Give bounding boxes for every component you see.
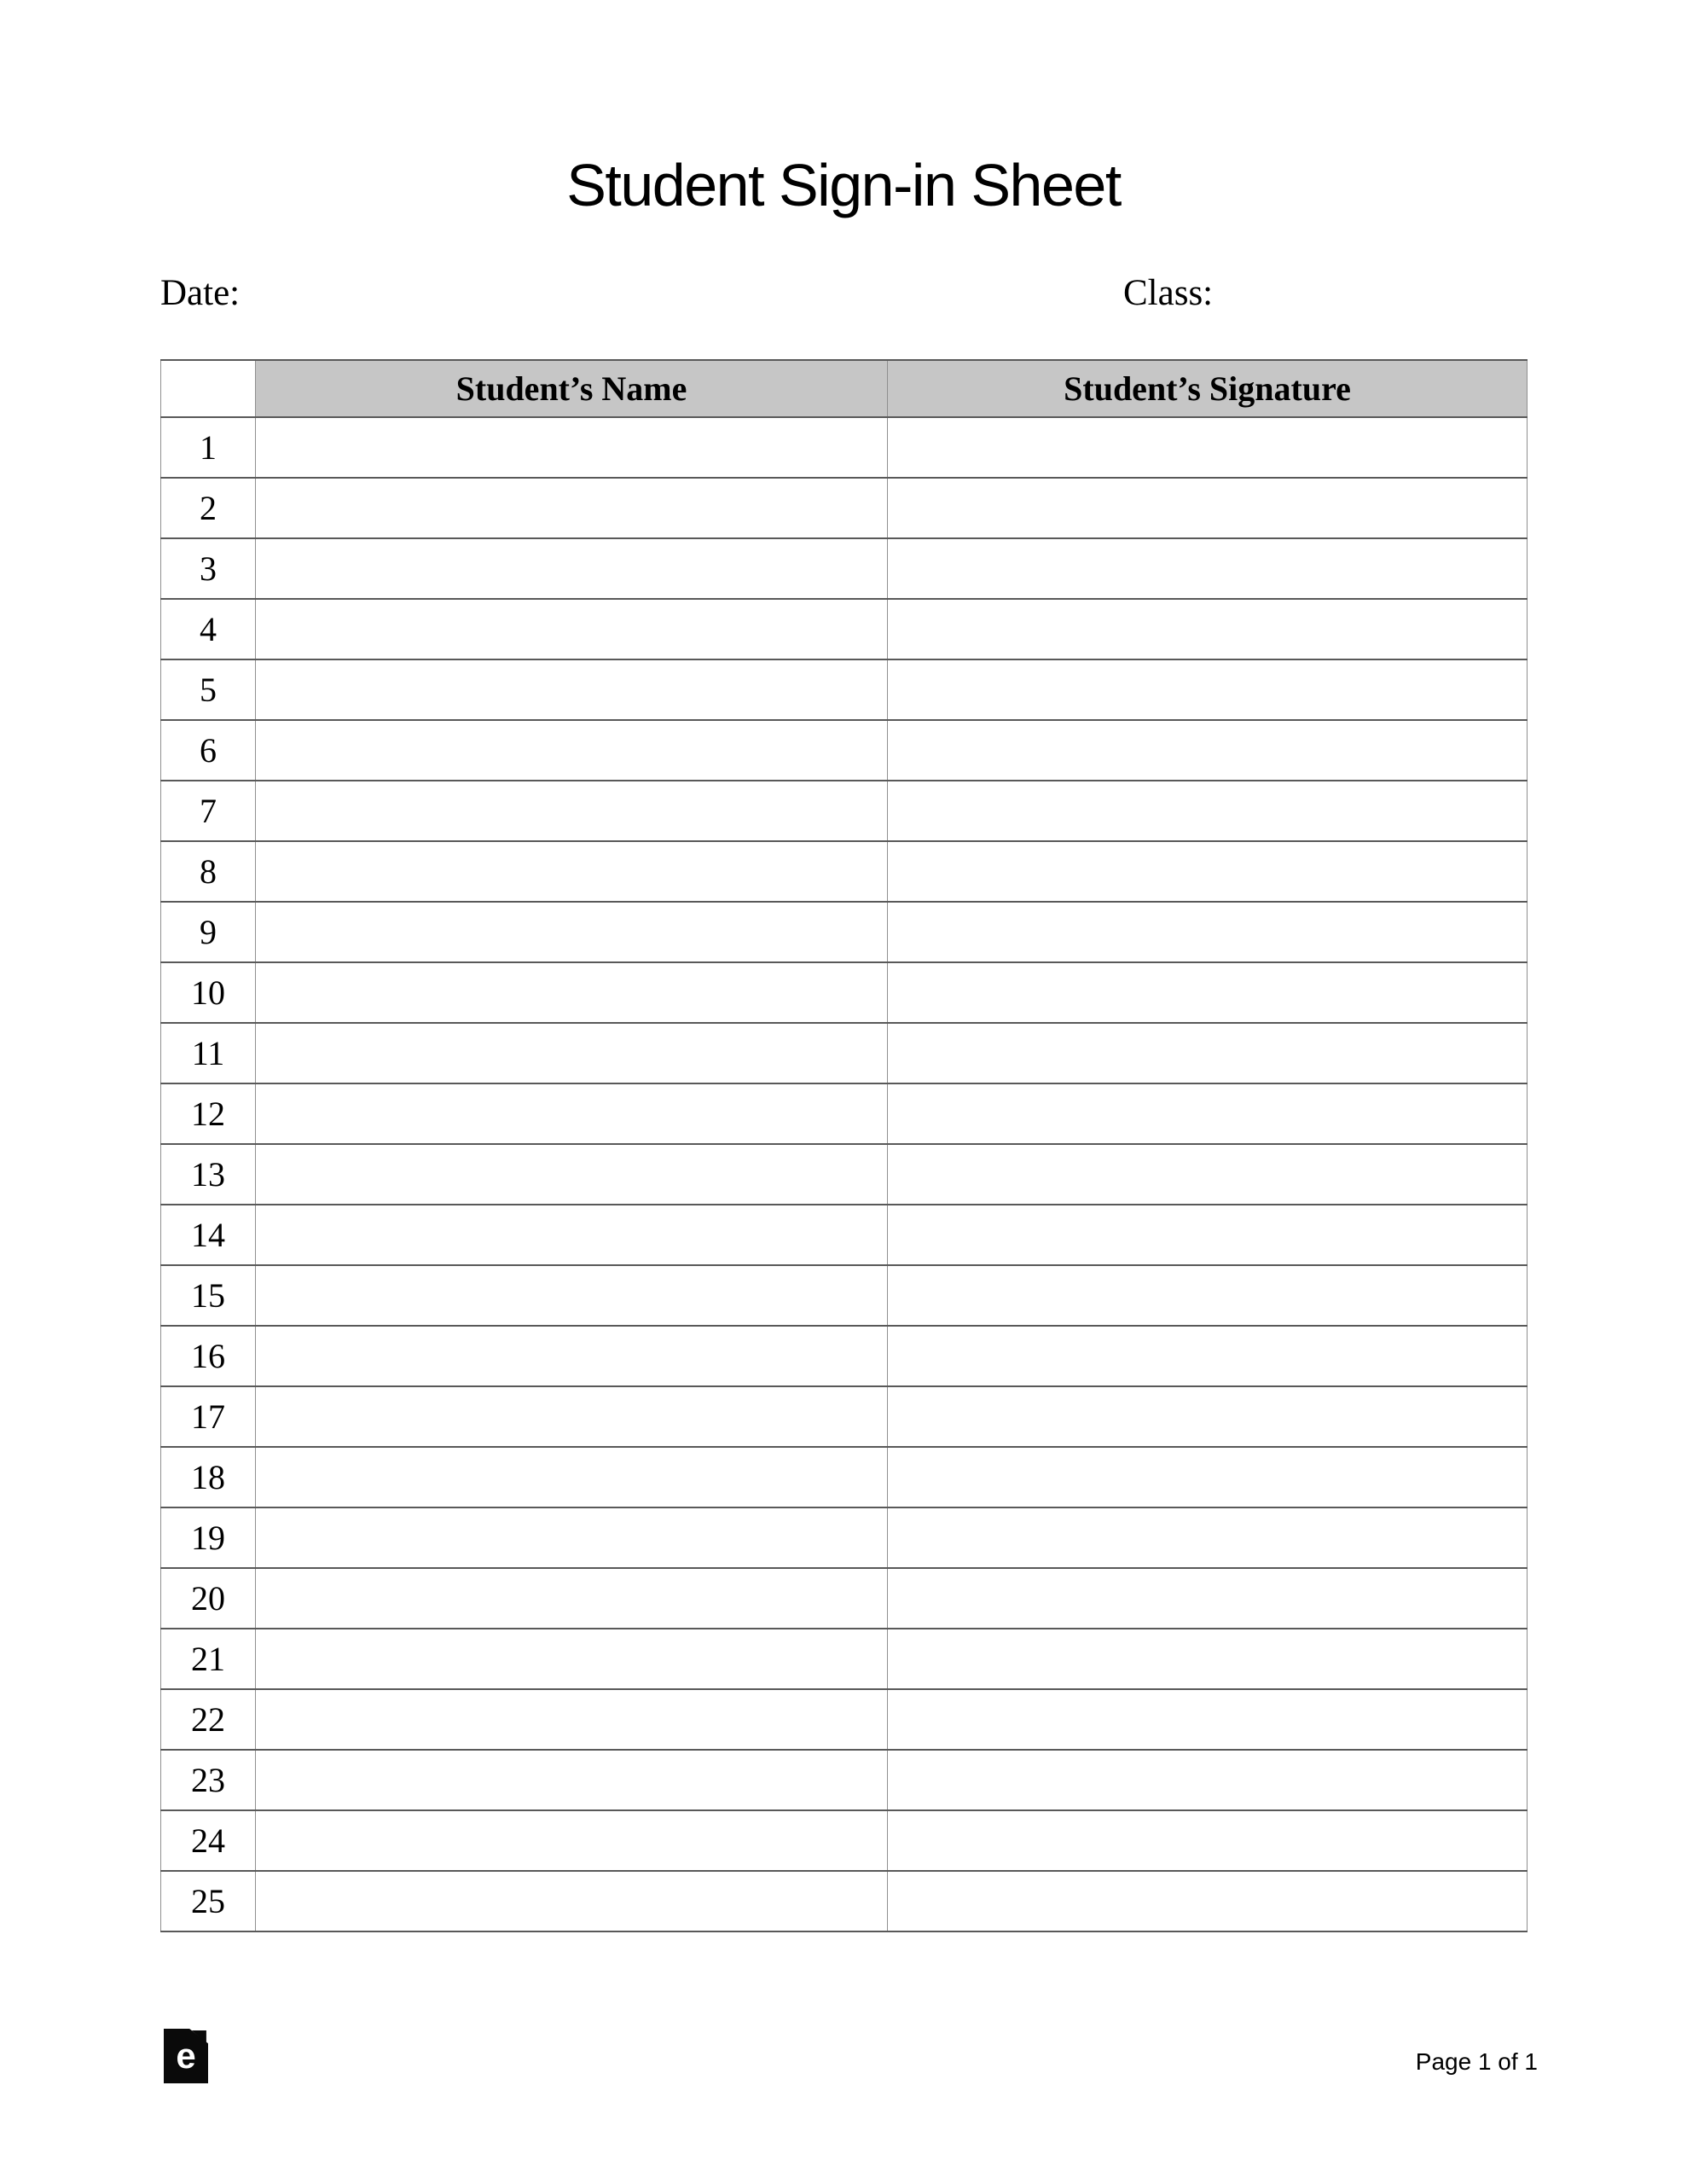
row-number: 10 bbox=[161, 962, 256, 1023]
table-row bbox=[161, 1265, 1528, 1326]
student-name-cell[interactable] bbox=[256, 720, 888, 781]
table-row bbox=[161, 1205, 1528, 1265]
row-number: 16 bbox=[161, 1326, 256, 1386]
table-row bbox=[161, 781, 1528, 841]
table-row bbox=[161, 1810, 1528, 1871]
student-signature-cell[interactable] bbox=[888, 841, 1528, 902]
table-row bbox=[161, 1750, 1528, 1810]
row-number: 2 bbox=[161, 478, 256, 538]
student-name-cell[interactable] bbox=[256, 1386, 888, 1447]
row-number: 4 bbox=[161, 599, 256, 659]
row-number: 22 bbox=[161, 1689, 256, 1750]
student-signature-cell[interactable] bbox=[888, 1629, 1528, 1689]
header-row bbox=[161, 360, 1528, 417]
row-number: 1 bbox=[161, 417, 256, 478]
eforms-logo bbox=[164, 2029, 208, 2083]
table-row bbox=[161, 720, 1528, 781]
student-signature-cell[interactable] bbox=[888, 962, 1528, 1023]
student-name-cell[interactable] bbox=[256, 538, 888, 599]
table-row bbox=[161, 659, 1528, 720]
student-signature-cell[interactable] bbox=[888, 599, 1528, 659]
student-name-cell[interactable] bbox=[256, 841, 888, 902]
table-row bbox=[161, 1507, 1528, 1568]
student-name-cell[interactable] bbox=[256, 659, 888, 720]
row-number: 25 bbox=[161, 1871, 256, 1931]
row-number: 7 bbox=[161, 781, 256, 841]
table-row bbox=[161, 1629, 1528, 1689]
table-row bbox=[161, 1447, 1528, 1507]
table-row bbox=[161, 1871, 1528, 1931]
student-name-cell[interactable] bbox=[256, 599, 888, 659]
row-number: 5 bbox=[161, 659, 256, 720]
student-name-cell[interactable] bbox=[256, 417, 888, 478]
student-name-cell[interactable] bbox=[256, 1750, 888, 1810]
student-signature-cell[interactable] bbox=[888, 1386, 1528, 1447]
student-name-cell[interactable] bbox=[256, 1689, 888, 1750]
student-signature-cell[interactable] bbox=[888, 720, 1528, 781]
student-name-cell[interactable] bbox=[256, 1871, 888, 1931]
student-signature-cell[interactable] bbox=[888, 1023, 1528, 1083]
student-signature-cell[interactable] bbox=[888, 1507, 1528, 1568]
student-name-cell[interactable] bbox=[256, 478, 888, 538]
student-signature-cell[interactable] bbox=[888, 902, 1528, 962]
row-number: 6 bbox=[161, 720, 256, 781]
table-row bbox=[161, 1083, 1528, 1144]
logo-letter: e bbox=[176, 2036, 196, 2076]
student-name-cell[interactable] bbox=[256, 1447, 888, 1507]
table-row bbox=[161, 538, 1528, 599]
student-name-cell[interactable] bbox=[256, 1326, 888, 1386]
table-row bbox=[161, 1023, 1528, 1083]
date-label: Date: bbox=[160, 273, 241, 313]
row-number: 12 bbox=[161, 1083, 256, 1144]
row-number: 20 bbox=[161, 1568, 256, 1629]
student-signature-cell[interactable] bbox=[888, 1750, 1528, 1810]
student-signature-cell[interactable] bbox=[888, 1810, 1528, 1871]
table-row bbox=[161, 417, 1528, 478]
student-name-cell[interactable] bbox=[256, 1568, 888, 1629]
student-name-cell[interactable] bbox=[256, 1083, 888, 1144]
row-number: 17 bbox=[161, 1386, 256, 1447]
student-signature-cell[interactable] bbox=[888, 1447, 1528, 1507]
row-number: 13 bbox=[161, 1144, 256, 1205]
row-number: 23 bbox=[161, 1750, 256, 1810]
student-signature-cell[interactable] bbox=[888, 1265, 1528, 1326]
name-column-header: Student’s Name bbox=[256, 360, 888, 417]
row-number: 19 bbox=[161, 1507, 256, 1568]
student-signature-cell[interactable] bbox=[888, 478, 1528, 538]
student-name-cell[interactable] bbox=[256, 1629, 888, 1689]
student-signature-cell[interactable] bbox=[888, 1144, 1528, 1205]
student-signature-cell[interactable] bbox=[888, 1326, 1528, 1386]
student-name-cell[interactable] bbox=[256, 781, 888, 841]
student-name-cell[interactable] bbox=[256, 1507, 888, 1568]
student-signature-cell[interactable] bbox=[888, 1568, 1528, 1629]
row-number: 3 bbox=[161, 538, 256, 599]
table-row bbox=[161, 1144, 1528, 1205]
row-number: 9 bbox=[161, 902, 256, 962]
student-name-cell[interactable] bbox=[256, 1810, 888, 1871]
table-row bbox=[161, 902, 1528, 962]
page-title: Student Sign-in Sheet bbox=[566, 152, 1121, 218]
row-number: 15 bbox=[161, 1265, 256, 1326]
student-name-cell[interactable] bbox=[256, 1144, 888, 1205]
row-number: 11 bbox=[161, 1023, 256, 1083]
row-number: 21 bbox=[161, 1629, 256, 1689]
student-signature-cell[interactable] bbox=[888, 781, 1528, 841]
sign-in-table bbox=[160, 359, 1528, 1932]
table-row bbox=[161, 1568, 1528, 1629]
student-name-cell[interactable] bbox=[256, 1205, 888, 1265]
table-row bbox=[161, 599, 1528, 659]
student-signature-cell[interactable] bbox=[888, 1083, 1528, 1144]
student-name-cell[interactable] bbox=[256, 1265, 888, 1326]
student-name-cell[interactable] bbox=[256, 902, 888, 962]
table-row bbox=[161, 1689, 1528, 1750]
table-row bbox=[161, 1326, 1528, 1386]
class-label: Class: bbox=[1123, 273, 1214, 313]
student-signature-cell[interactable] bbox=[888, 659, 1528, 720]
number-column-header bbox=[161, 360, 256, 417]
table-row bbox=[161, 1386, 1528, 1447]
row-number: 14 bbox=[161, 1205, 256, 1265]
table-row bbox=[161, 478, 1528, 538]
row-number: 8 bbox=[161, 841, 256, 902]
signature-column-header: Student’s Signature bbox=[888, 360, 1528, 417]
table-row bbox=[161, 962, 1528, 1023]
student-signature-cell[interactable] bbox=[888, 1205, 1528, 1265]
row-number: 24 bbox=[161, 1810, 256, 1871]
student-signature-cell[interactable] bbox=[888, 417, 1528, 478]
table-row bbox=[161, 841, 1528, 902]
student-signature-cell[interactable] bbox=[888, 1689, 1528, 1750]
student-signature-cell[interactable] bbox=[888, 1871, 1528, 1931]
page-indicator: Page 1 of 1 bbox=[1415, 2048, 1538, 2075]
student-signature-cell[interactable] bbox=[888, 538, 1528, 599]
student-name-cell[interactable] bbox=[256, 1023, 888, 1083]
student-name-cell[interactable] bbox=[256, 962, 888, 1023]
row-number: 18 bbox=[161, 1447, 256, 1507]
